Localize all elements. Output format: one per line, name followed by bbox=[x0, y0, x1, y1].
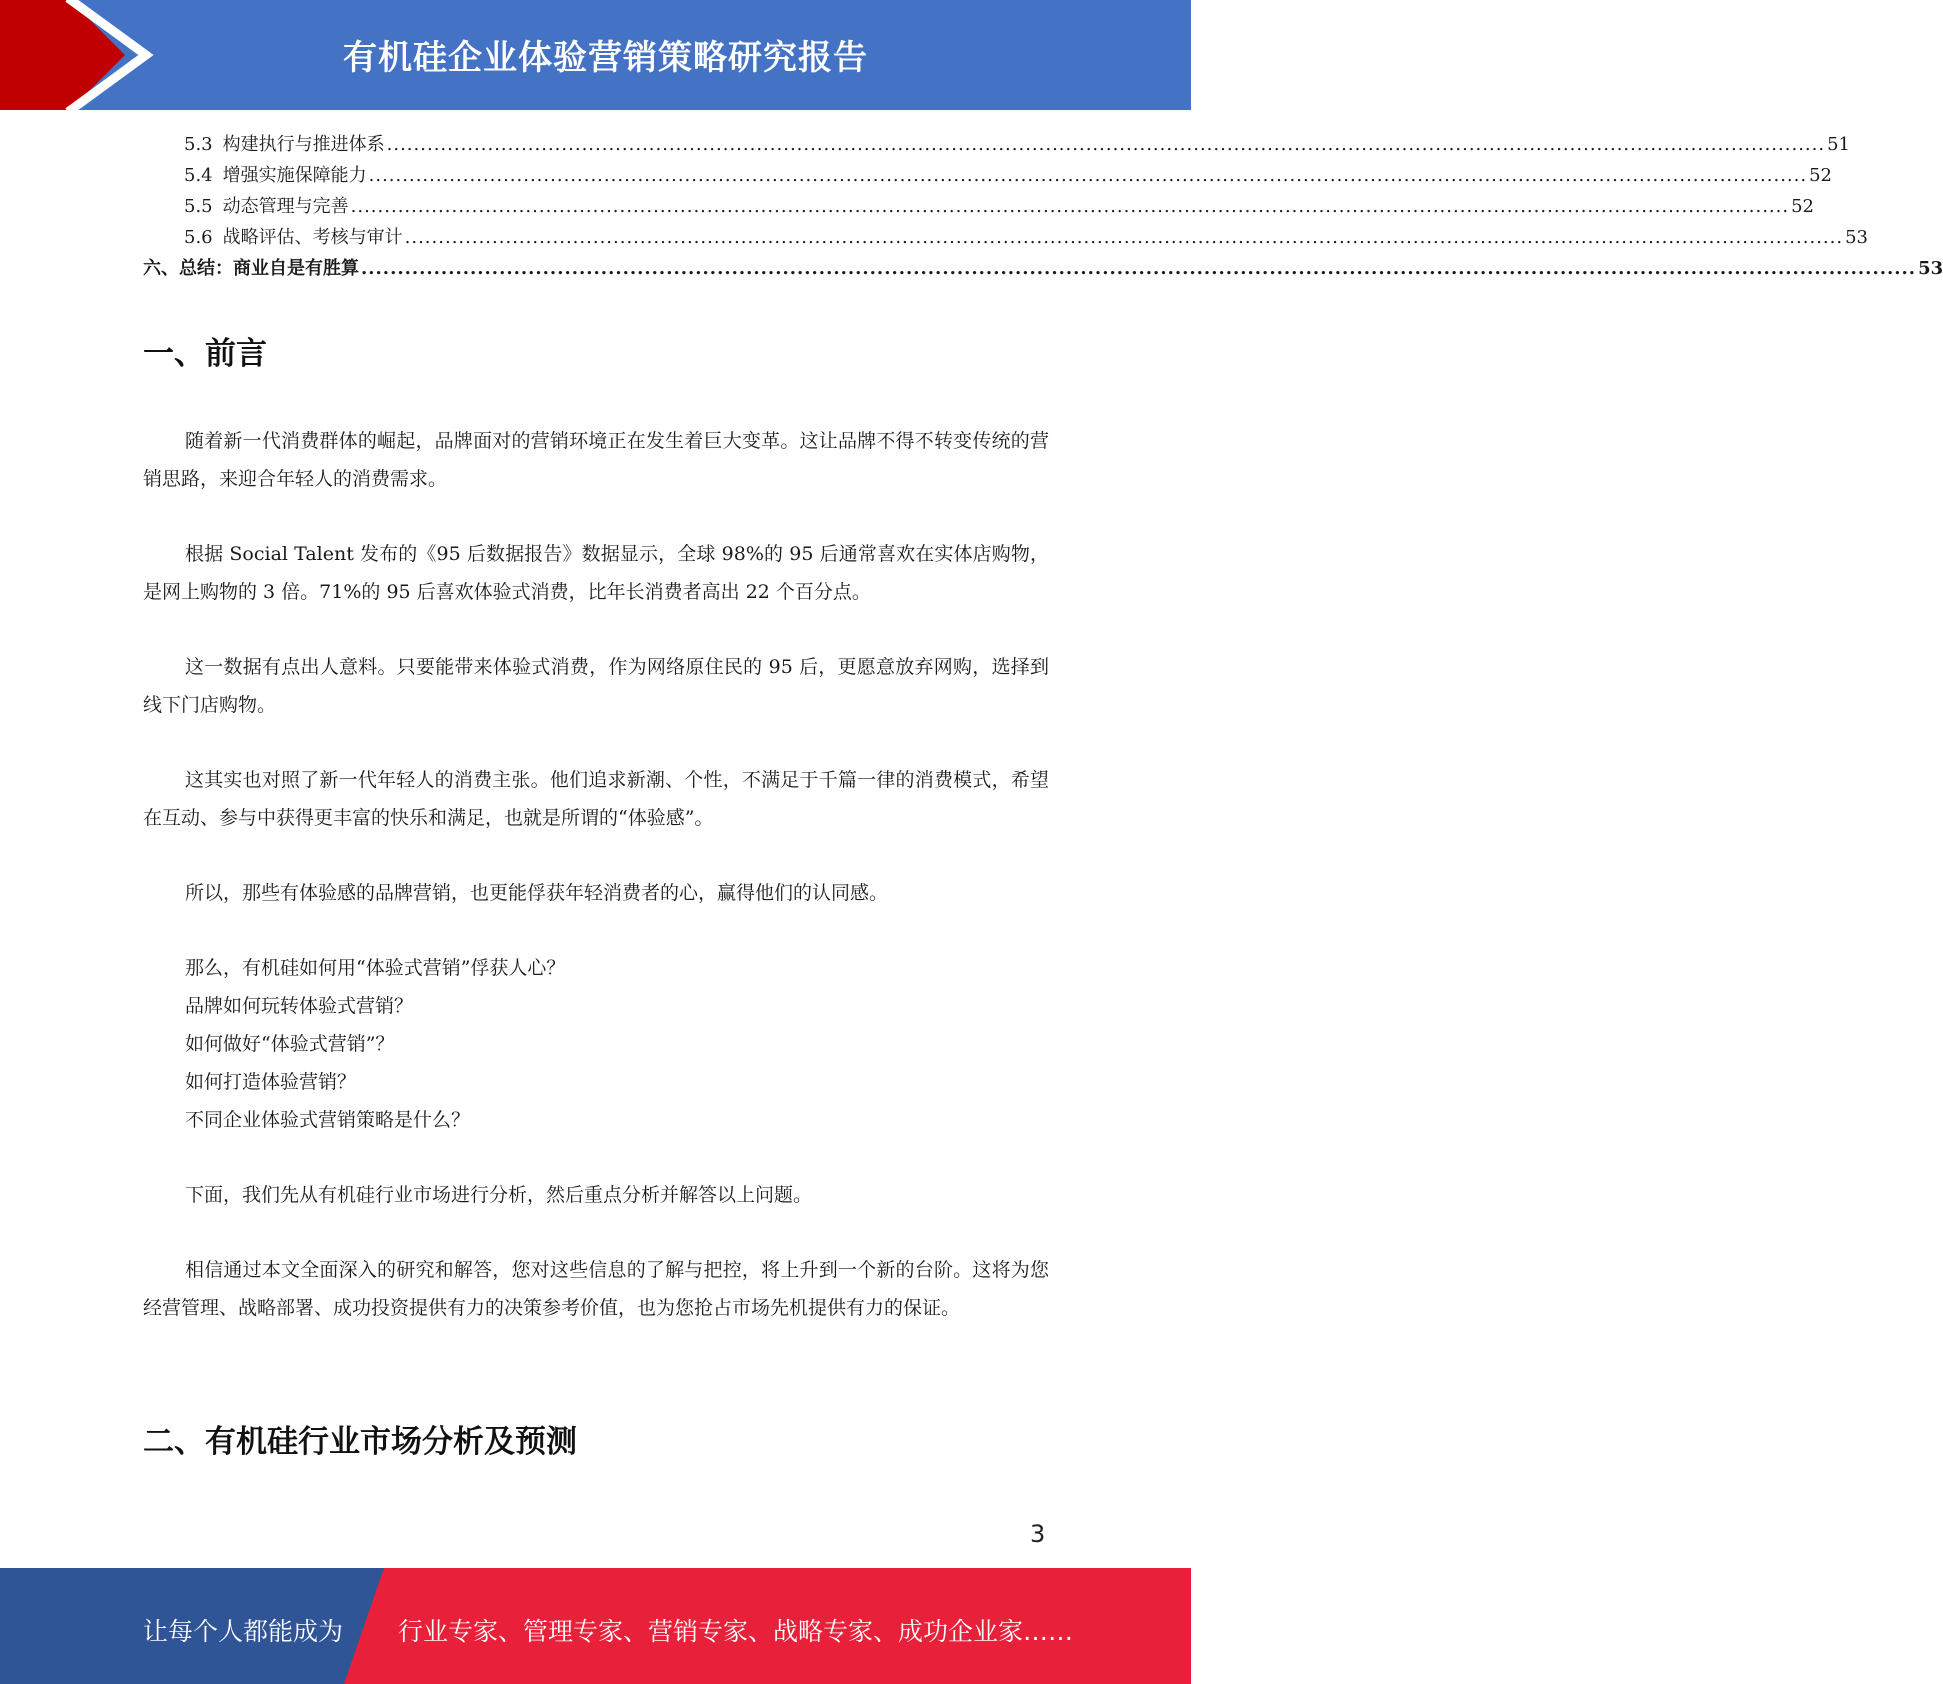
page-footer bbox=[0, 1568, 1191, 1684]
report-title: 有机硅企业体验营销策略研究报告 bbox=[343, 38, 868, 78]
toc-label: 六、总结：商业自是有胜算 bbox=[143, 258, 359, 279]
toc-entry[interactable] bbox=[143, 192, 1814, 223]
table-of-contents bbox=[143, 130, 1943, 285]
toc-leader: ...................................................................................................................................................................................................................... bbox=[368, 165, 1808, 186]
toc-page: 52 bbox=[1791, 196, 1814, 217]
toc-number: 5.5 bbox=[184, 196, 213, 217]
toc-label: 战略评估、考核与审计 bbox=[222, 227, 403, 248]
body-paragraph: 根据 Social Talent 发布的《95 后数据报告》数据显示，全球 98%的 95 后通常喜欢在实体店购物，是网上购物的 3 倍。71%的 95 后喜欢体验式消费，比年长消费者高出 22 个百分点。 bbox=[143, 543, 1049, 603]
toc-page: 51 bbox=[1827, 134, 1850, 155]
toc-page: 53 bbox=[1845, 227, 1868, 248]
question-item: 如何打造体验营销？ bbox=[185, 1071, 357, 1093]
toc-number: 5.6 bbox=[184, 227, 213, 248]
toc-entry[interactable] bbox=[143, 254, 1943, 285]
body-paragraph: 相信通过本文全面深入的研究和解答，您对这些信息的了解与把控，将上升到一个新的台阶。这将为您经营管理、战略部署、成功投资提供有力的决策参考价值，也为您抢占市场先机提供有力的保证。 bbox=[143, 1259, 1049, 1319]
body-paragraph: 随着新一代消费群体的崛起，品牌面对的营销环境正在发生着巨大变革。这让品牌不得不转变传统的营销思路，来迎合年轻人的消费需求。 bbox=[143, 430, 1049, 490]
toc-leader: ...................................................................................................................................................................................................................... bbox=[350, 196, 1790, 217]
toc-leader: ...................................................................................................................................................................................................................... bbox=[386, 134, 1826, 155]
toc-number: 5.3 bbox=[184, 134, 213, 155]
question-item: 不同企业体验式营销策略是什么？ bbox=[185, 1109, 471, 1131]
toc-entry[interactable] bbox=[143, 161, 1832, 192]
toc-label: 增强实施保障能力 bbox=[222, 165, 367, 186]
question-item: 如何做好“体验式营销”？ bbox=[185, 1033, 395, 1055]
footer-slogan-left: 让每个人都能成为 bbox=[143, 1617, 344, 1646]
body-paragraph: 这一数据有点出人意料。只要能带来体验式消费，作为网络原住民的 95 后，更愿意放弃网购，选择到线下门店购物。 bbox=[143, 656, 1049, 716]
toc-entry[interactable] bbox=[143, 130, 1850, 161]
question-item: 那么，有机硅如何用“体验式营销”俘获人心？ bbox=[185, 957, 566, 979]
toc-page: 53 bbox=[1918, 258, 1943, 279]
toc-leader: ...................................................................................................................................................................................................................... bbox=[361, 258, 1917, 279]
section-heading-market-analysis: 二、有机硅行业市场分析及预测 bbox=[143, 1424, 577, 1460]
body-paragraph: 所以，那些有体验感的品牌营销，也更能俘获年轻消费者的心，赢得他们的认同感。 bbox=[185, 882, 889, 904]
page-header bbox=[0, 0, 1191, 110]
footer-slogan-right: 行业专家、管理专家、营销专家、战略专家、成功企业家…… bbox=[398, 1617, 1074, 1646]
toc-page: 52 bbox=[1809, 165, 1832, 186]
toc-label: 动态管理与完善 bbox=[222, 196, 349, 217]
toc-leader: ...................................................................................................................................................................................................................... bbox=[404, 227, 1844, 248]
body-paragraph: 下面，我们先从有机硅行业市场进行分析，然后重点分析并解答以上问题。 bbox=[185, 1184, 813, 1206]
body-paragraph: 这其实也对照了新一代年轻人的消费主张。他们追求新潮、个性，不满足于千篇一律的消费模式，希望在互动、参与中获得更丰富的快乐和满足，也就是所谓的“体验感”。 bbox=[143, 769, 1049, 829]
section-heading-preface: 一、前言 bbox=[143, 336, 267, 372]
question-item: 品牌如何玩转体验式营销？ bbox=[185, 995, 414, 1017]
preface-body bbox=[143, 422, 1049, 1364]
toc-label: 构建执行与推进体系 bbox=[222, 134, 385, 155]
toc-number: 5.4 bbox=[184, 165, 213, 186]
toc-entry[interactable] bbox=[143, 223, 1868, 254]
question-list bbox=[143, 949, 1049, 1139]
page-number: 3 bbox=[1030, 1520, 1046, 1548]
